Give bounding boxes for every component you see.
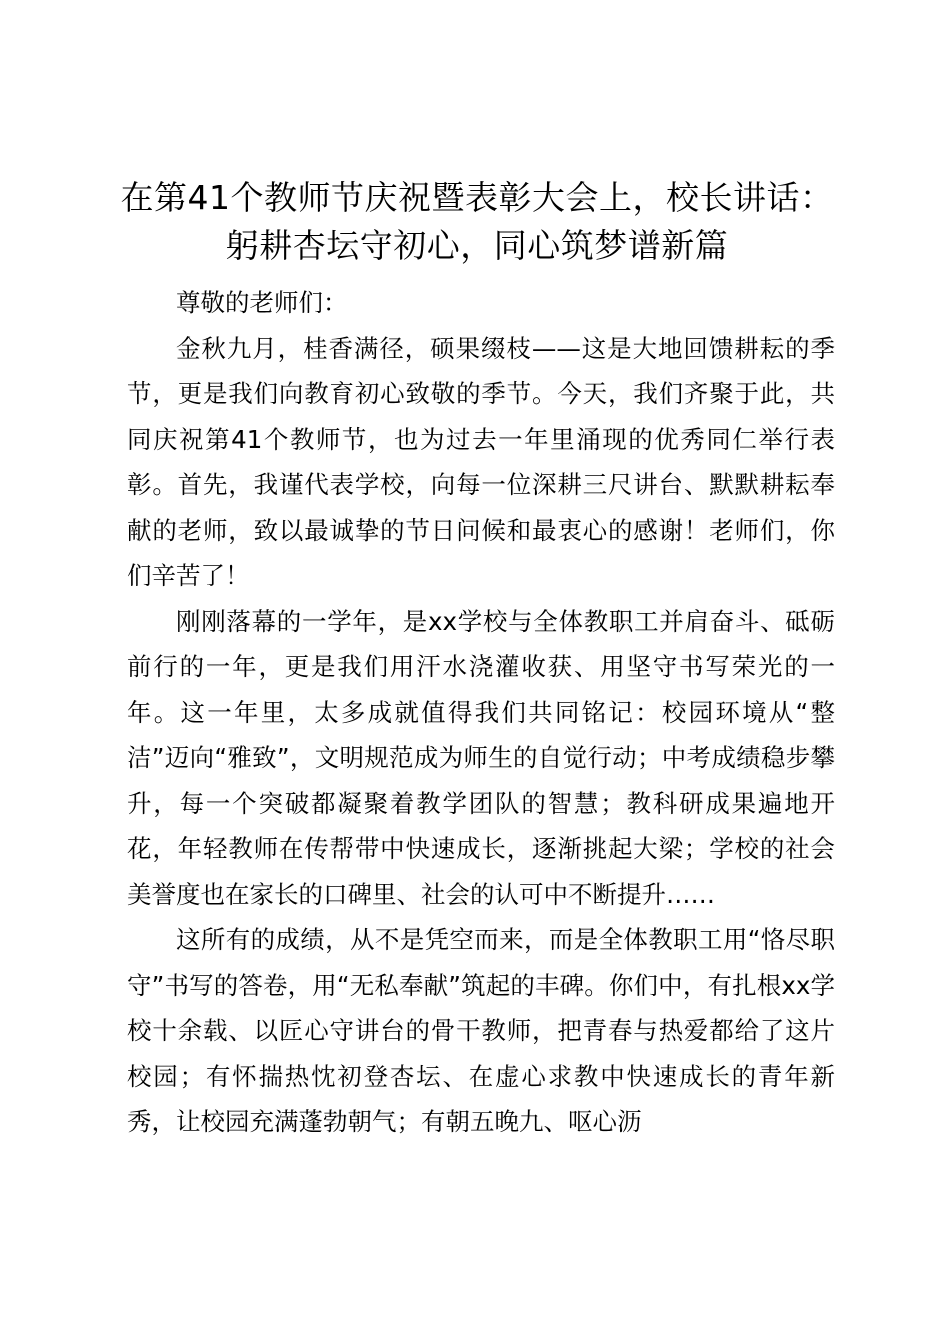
document-body [127,280,835,1145]
document-title: 在第41个教师节庆祝暨表彰大会上，校长讲话：躬耕杏坛守初心，同心筑梦谱新篇 [120,178,834,265]
paragraph-2: 刚刚落幕的一学年，是xx学校与全体教职工并肩奋斗、砥砺前行的一年，更是我们用汗水浇灌收获、用坚守书写荣光的一年。这一年里，太多成就值得我们共同铭记：校园环境从“整洁”迈向“雅致”，文明规范成为师生的自觉行动；中考成绩稳步攀升，每一个突破都凝聚着教学团队的智慧；教科研成果遍地开花，年轻教师在传帮带中快速成长，逐渐挑起大梁；学校的社会美誉度也在家长的口碑里、社会的认可中不断提升…… [127,606,835,909]
paragraph-3: 这所有的成绩，从不是凭空而来，而是全体教职工用“恪尽职守”书写的答卷，用“无私奉献”筑起的丰碑。你们中，有扎根xx学校十余载、以匠心守讲台的骨干教师，把青春与热爱都给了这片校园；有怀揣热忱初登杏坛、在虚心求教中快速成长的青年新秀，让校园充满蓬勃朝气；有朝五晚九、呕心沥 [127,925,835,1136]
paragraph-1: 金秋九月，桂香满径，硕果缀枝——这是大地回馈耕耘的季节，更是我们向教育初心致敬的季节。今天，我们齐聚于此，共同庆祝第41个教师节，也为过去一年里涌现的优秀同仁举行表彰。首先，我谨代表学校，向每一位深耕三尺讲台、默默耕耘奉献的老师，致以最诚挚的节日问候和最衷心的感谢！老师们，你们辛苦了！ [127,333,835,590]
greeting: 尊敬的老师们： [176,288,348,317]
